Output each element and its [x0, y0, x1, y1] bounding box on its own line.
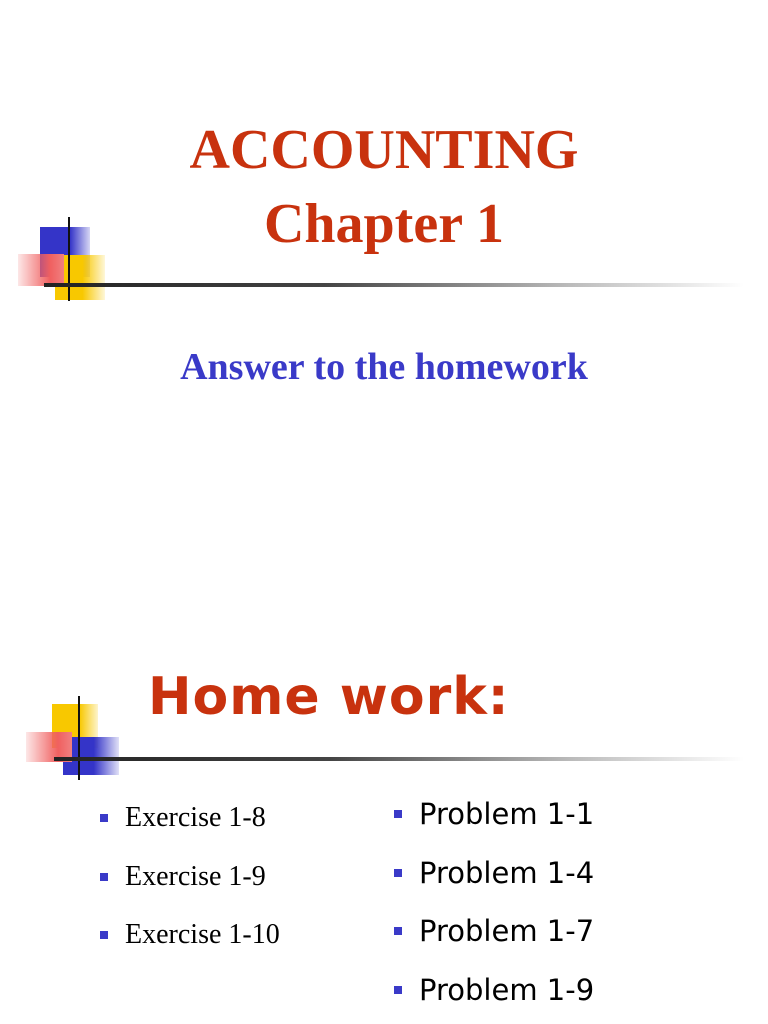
square-bullet-icon: [100, 873, 108, 881]
square-bullet-icon: [100, 814, 108, 822]
exercise-list: [100, 789, 280, 965]
slide-subtitle: Answer to the homework: [180, 346, 588, 388]
homework-title: Home work:: [148, 667, 510, 727]
list-item: Problem 1-7: [394, 902, 594, 961]
square-bullet-icon: [394, 869, 402, 877]
slide-homework: [0, 512, 768, 1024]
problem-list: [394, 785, 594, 1019]
square-bullet-icon: [394, 810, 402, 818]
ornament-horizontal-line: [54, 757, 744, 761]
list-item: Problem 1-9: [394, 961, 594, 1020]
list-item: Exercise 1-8: [100, 789, 280, 848]
list-item: Problem 1-1: [394, 785, 594, 844]
ornament-vertical-line: [78, 696, 80, 780]
square-bullet-icon: [394, 927, 402, 935]
slide-title-line2: Chapter 1: [263, 193, 505, 255]
slide-title-line1: ACCOUNTING: [189, 119, 579, 181]
list-item: Problem 1-4: [394, 844, 594, 903]
list-item: Exercise 1-9: [100, 848, 280, 907]
square-bullet-icon: [394, 986, 402, 994]
list-item: Exercise 1-10: [100, 906, 280, 965]
square-bullet-icon: [100, 931, 108, 939]
ornament-horizontal-line: [44, 283, 744, 287]
